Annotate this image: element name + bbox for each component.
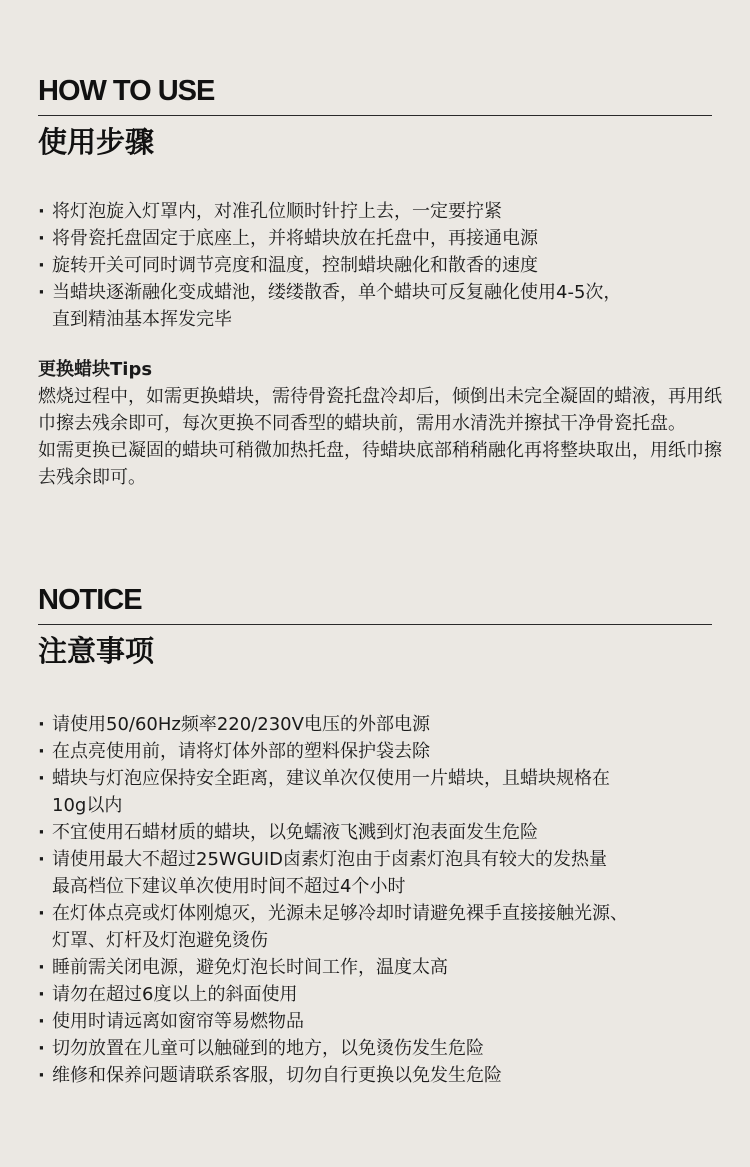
notice-item: · 请使用50/60Hz频率220/230V电压的外部电源 [38, 711, 712, 738]
notice-item: · 不宜使用石蜡材质的蜡块，以免蠕液飞溅到灯泡表面发生危险 [38, 819, 712, 846]
notice-divider [38, 624, 712, 625]
how-to-use-section [38, 74, 722, 491]
notice-item: · 蜡块与灯泡应保持安全距离，建议单次仅使用一片蜡块，且蜡块规格在 10g以内 [38, 765, 712, 819]
notice-item: · 使用时请远离如窗帘等易燃物品 [38, 1008, 712, 1035]
notice-list [38, 711, 712, 1089]
usage-steps-list [38, 198, 712, 333]
tips-title: 更换蜡块Tips [38, 359, 153, 380]
notice-item: · 切勿放置在儿童可以触碰到的地方，以免烫伤发生危险 [38, 1035, 712, 1062]
notice-section [38, 583, 712, 1089]
notice-item: · 睡前需关闭电源，避免灯泡长时间工作，温度太高 [38, 954, 712, 981]
usage-step: · 旋转开关可同时调节亮度和温度，控制蜡块融化和散香的速度 [38, 252, 712, 279]
notice-item: · 在灯体点亮或灯体刚熄灭，光源未足够冷却时请避免裸手直接接触光源、 灯罩、灯杆及灯泡避免烫伤 [38, 900, 712, 954]
tips-paragraph: 如需更换已凝固的蜡块可稍微加热托盘，待蜡块底部稍稍融化再将整块取出，用纸巾擦去残余即可。 [38, 440, 722, 488]
usage-step: · 将骨瓷托盘固定于底座上，并将蜡块放在托盘中，再接通电源 [38, 225, 712, 252]
notice-cn-title: 注意事项 [38, 634, 155, 668]
notice-item: · 在点亮使用前，请将灯体外部的塑料保护袋去除 [38, 738, 712, 765]
notice-item: · 请勿在超过6度以上的斜面使用 [38, 981, 712, 1008]
how-to-use-divider [38, 115, 712, 116]
notice-item: · 请使用最大不超过25WGUID卤素灯泡由于卤素灯泡具有较大的发热量 最高档位下建议单次使用时间不超过4个小时 [38, 846, 712, 900]
how-to-use-en-title: HOW TO USE [38, 75, 215, 107]
notice-en-title: NOTICE [38, 584, 142, 616]
usage-step: · 将灯泡旋入灯罩内，对准孔位顺时针拧上去，一定要拧紧 [38, 198, 712, 225]
usage-step: · 当蜡块逐渐融化变成蜡池，缕缕散香，单个蜡块可反复融化使用4-5次， 直到精油基本挥发完毕 [38, 279, 712, 333]
notice-item: · 维修和保养问题请联系客服，切勿自行更换以免发生危险 [38, 1062, 712, 1089]
tips-paragraph: 燃烧过程中，如需更换蜡块，需待骨瓷托盘冷却后，倾倒出未完全凝固的蜡液，再用纸巾擦去残余即可，每次更换不同香型的蜡块前，需用水清洗并擦拭干净骨瓷托盘。 [38, 386, 722, 434]
wax-replacement-tips [38, 356, 738, 491]
how-to-use-cn-title: 使用步骤 [38, 125, 155, 159]
